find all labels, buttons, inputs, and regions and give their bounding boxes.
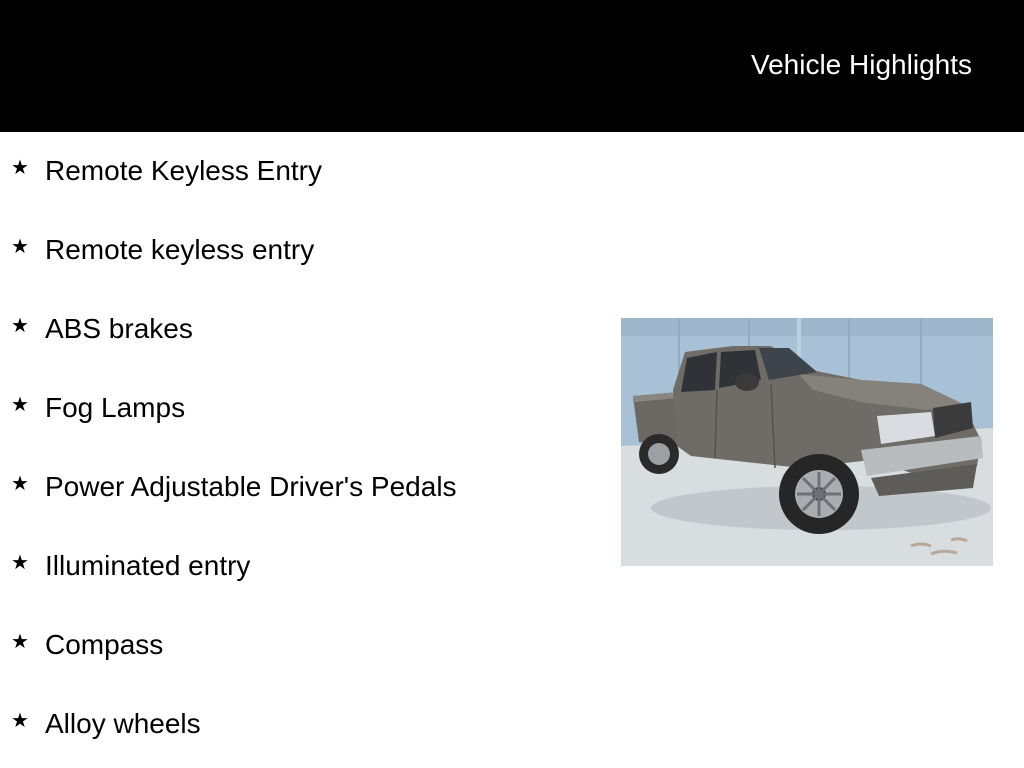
feature-label: Remote Keyless Entry (45, 155, 322, 186)
star-icon: ★ (11, 631, 29, 653)
feature-label: ABS brakes (45, 313, 193, 344)
list-item (0, 211, 600, 290)
star-icon: ★ (11, 710, 29, 732)
feature-label: Power Adjustable Driver's Pedals (45, 471, 457, 502)
list-item (0, 369, 600, 448)
list-item (0, 290, 600, 369)
list-item (0, 685, 600, 764)
feature-label: Alloy wheels (45, 708, 201, 739)
star-icon: ★ (11, 315, 29, 337)
star-icon: ★ (11, 552, 29, 574)
truck-photo (621, 318, 993, 566)
list-item (0, 606, 600, 685)
list-item (0, 448, 600, 527)
header-bar (0, 0, 1024, 132)
star-icon: ★ (11, 473, 29, 495)
feature-list (0, 132, 600, 764)
star-icon: ★ (11, 394, 29, 416)
star-icon: ★ (11, 236, 29, 258)
star-icon: ★ (11, 157, 29, 179)
page-title: Vehicle Highlights (750, 49, 972, 80)
feature-label: Remote keyless entry (45, 234, 315, 265)
vehicle-photo (621, 318, 993, 566)
list-item (0, 132, 600, 211)
list-item (0, 527, 600, 606)
feature-label: Compass (45, 629, 164, 660)
feature-label: Illuminated entry (45, 550, 251, 581)
feature-label: Fog Lamps (45, 392, 186, 423)
